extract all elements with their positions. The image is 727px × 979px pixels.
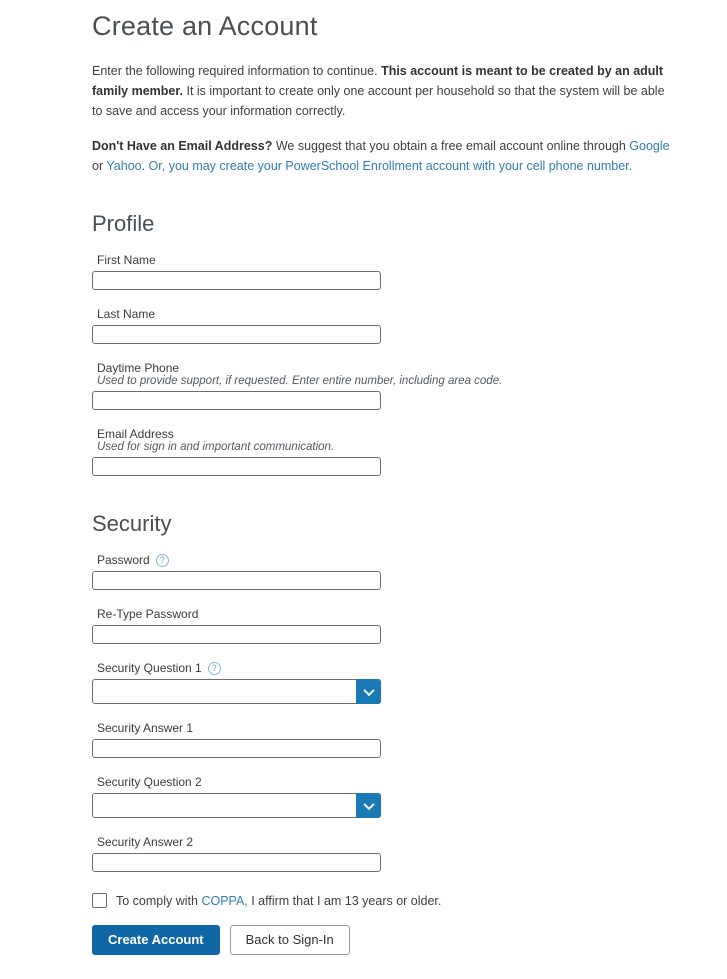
google-link[interactable]: Google — [629, 138, 670, 153]
coppa-row — [92, 893, 670, 908]
password-label-row — [97, 553, 670, 567]
email-address-input[interactable] — [92, 457, 381, 476]
profile-section-heading: Profile — [92, 211, 155, 236]
retype-password-input[interactable] — [92, 625, 381, 644]
field-first-name — [92, 253, 670, 290]
coppa-text-2: I affirm that I am 13 years or older. — [247, 893, 442, 908]
chevron-glyph — [363, 684, 374, 695]
security-answer-1-label: Security Answer 1 — [97, 721, 194, 735]
retype-password-label: Re-Type Password — [97, 607, 199, 621]
email-note-lead: Don't Have an Email Address? — [92, 138, 273, 153]
page-title: Create an Account — [92, 11, 318, 41]
first-name-input[interactable] — [92, 271, 381, 290]
daytime-phone-help: Used to provide support, if requested. Enter entire number, including area code. — [97, 375, 503, 387]
password-label: Password — [97, 553, 150, 567]
email-note-text-1: We suggest that you obtain a free email account online through — [272, 138, 630, 153]
email-address-label: Email Address — [97, 427, 174, 441]
field-security-question-1 — [92, 661, 670, 704]
email-address-help: Used for sign in and important communication. — [97, 441, 335, 453]
password-input[interactable] — [92, 571, 381, 590]
email-note-paragraph — [92, 136, 670, 177]
email-note-text-2: or — [92, 158, 107, 173]
security-question-2-select[interactable] — [92, 793, 381, 818]
intro-text-1: Enter the following required information to continue. — [92, 63, 382, 78]
create-account-button[interactable]: Create Account — [92, 925, 220, 955]
email-note-text-3: . — [141, 158, 149, 173]
security-answer-2-input[interactable] — [92, 853, 381, 872]
field-password — [92, 553, 670, 590]
field-email-address — [92, 427, 670, 476]
intro-text-2: It is important to create only one account per household so that the system will be able to save and access your information correctly. — [92, 84, 665, 119]
first-name-label: First Name — [97, 253, 156, 267]
last-name-label: Last Name — [97, 307, 156, 321]
back-to-sign-in-button[interactable]: Back to Sign-In — [230, 925, 350, 955]
intro-paragraph — [92, 61, 670, 122]
password-help-icon[interactable]: ? — [156, 554, 169, 567]
field-security-answer-1 — [92, 721, 670, 758]
chevron-down-icon[interactable] — [356, 793, 381, 818]
security-question-help-icon[interactable]: ? — [208, 662, 221, 675]
security-question-2-label: Security Question 2 — [97, 775, 202, 789]
security-question-1-label-row — [97, 661, 670, 675]
form-actions — [92, 925, 670, 955]
chevron-glyph — [363, 798, 374, 809]
daytime-phone-label: Daytime Phone — [97, 361, 180, 375]
security-answer-2-label: Security Answer 2 — [97, 835, 194, 849]
cell-phone-account-link[interactable]: Or, you may create your PowerSchool Enrollment account with your cell phone number. — [148, 158, 633, 173]
field-security-answer-2 — [92, 835, 670, 872]
field-retype-password — [92, 607, 670, 644]
field-security-question-2 — [92, 775, 670, 818]
security-question-1-select[interactable] — [92, 679, 381, 704]
coppa-text — [116, 894, 441, 908]
coppa-link[interactable]: COPPA, — [201, 893, 248, 908]
yahoo-link[interactable]: Yahoo — [106, 158, 142, 173]
daytime-phone-input[interactable] — [92, 391, 381, 410]
field-last-name — [92, 307, 670, 344]
security-question-1-label: Security Question 1 — [97, 661, 202, 675]
coppa-checkbox[interactable] — [92, 893, 107, 908]
chevron-down-icon[interactable] — [356, 679, 381, 704]
intro-bold: This account is meant to be created by an adult family member. — [92, 63, 664, 98]
security-answer-1-input[interactable] — [92, 739, 381, 758]
last-name-input[interactable] — [92, 325, 381, 344]
field-daytime-phone — [92, 361, 670, 410]
security-section-heading: Security — [92, 511, 172, 536]
coppa-text-1: To comply with — [116, 893, 202, 908]
